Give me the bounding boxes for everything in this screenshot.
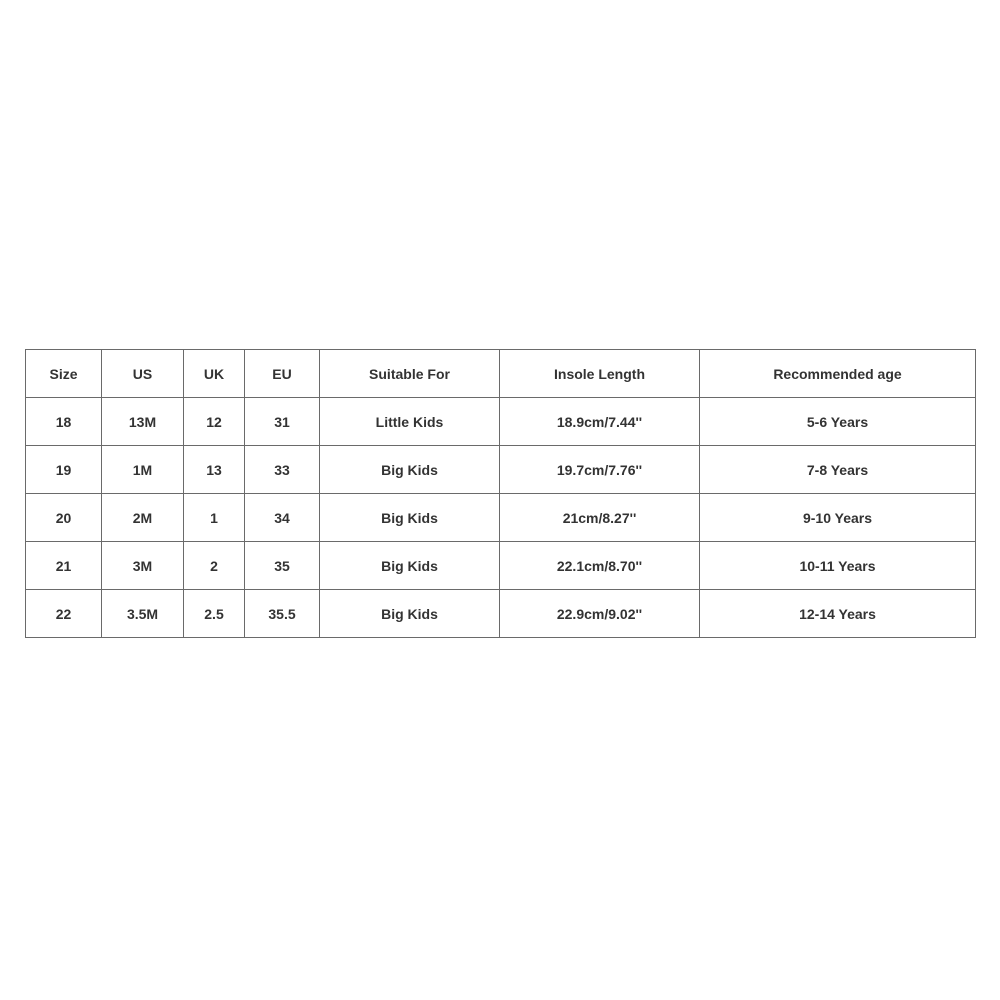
cell-insole-length: 22.1cm/8.70'': [500, 542, 700, 590]
header-size: Size: [26, 350, 102, 398]
header-suitable-for: Suitable For: [320, 350, 500, 398]
cell-uk: 13: [184, 446, 245, 494]
header-eu: EU: [245, 350, 320, 398]
table-row: [26, 398, 976, 446]
cell-insole-length: 18.9cm/7.44'': [500, 398, 700, 446]
cell-insole-length: 22.9cm/9.02'': [500, 590, 700, 638]
cell-insole-length: 21cm/8.27'': [500, 494, 700, 542]
cell-us: 3.5M: [102, 590, 184, 638]
header-insole-length: Insole Length: [500, 350, 700, 398]
cell-size: 18: [26, 398, 102, 446]
cell-eu: 31: [245, 398, 320, 446]
cell-suitable-for: Big Kids: [320, 494, 500, 542]
cell-recommended-age: 9-10 Years: [700, 494, 976, 542]
table-row: [26, 542, 976, 590]
cell-recommended-age: 12-14 Years: [700, 590, 976, 638]
cell-uk: 1: [184, 494, 245, 542]
cell-uk: 2.5: [184, 590, 245, 638]
cell-insole-length: 19.7cm/7.76'': [500, 446, 700, 494]
size-chart-table: [25, 349, 976, 638]
cell-suitable-for: Little Kids: [320, 398, 500, 446]
cell-eu: 35.5: [245, 590, 320, 638]
table-row: [26, 446, 976, 494]
cell-eu: 35: [245, 542, 320, 590]
cell-size: 21: [26, 542, 102, 590]
cell-size: 20: [26, 494, 102, 542]
header-us: US: [102, 350, 184, 398]
cell-recommended-age: 5-6 Years: [700, 398, 976, 446]
cell-us: 1M: [102, 446, 184, 494]
cell-suitable-for: Big Kids: [320, 590, 500, 638]
cell-us: 3M: [102, 542, 184, 590]
header-uk: UK: [184, 350, 245, 398]
cell-recommended-age: 10-11 Years: [700, 542, 976, 590]
cell-eu: 34: [245, 494, 320, 542]
cell-suitable-for: Big Kids: [320, 542, 500, 590]
cell-suitable-for: Big Kids: [320, 446, 500, 494]
header-recommended-age: Recommended age: [700, 350, 976, 398]
cell-uk: 2: [184, 542, 245, 590]
cell-recommended-age: 7-8 Years: [700, 446, 976, 494]
table-row: [26, 494, 976, 542]
cell-size: 19: [26, 446, 102, 494]
cell-eu: 33: [245, 446, 320, 494]
cell-uk: 12: [184, 398, 245, 446]
table-row: [26, 590, 976, 638]
table-header-row: [26, 350, 976, 398]
cell-size: 22: [26, 590, 102, 638]
cell-us: 13M: [102, 398, 184, 446]
cell-us: 2M: [102, 494, 184, 542]
